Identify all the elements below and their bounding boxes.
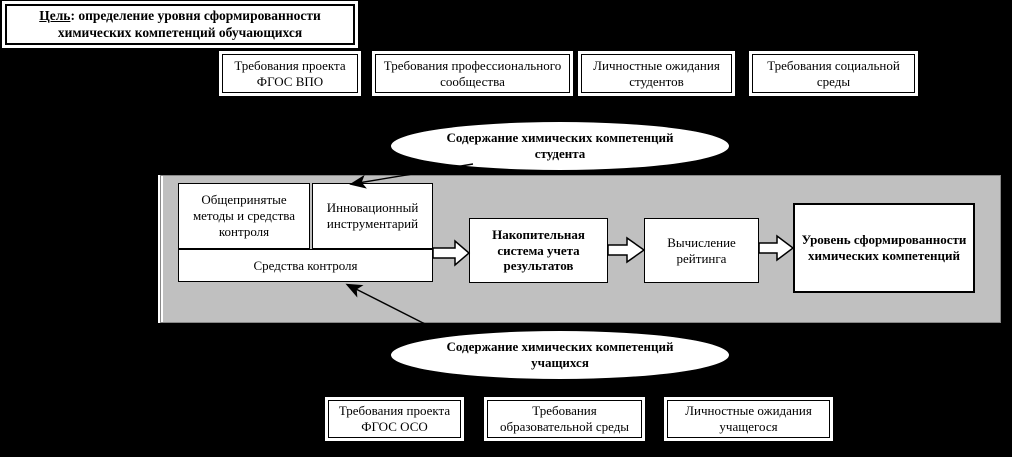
bottom-input-educational-environment-label: Требования образовательной среды	[499, 403, 630, 434]
goal-label-prefix: Цель	[39, 8, 71, 24]
top-input-fgos-vpo	[222, 54, 358, 93]
upper-ellipse-label: Содержание химических компетенций студента	[446, 129, 674, 161]
lower-ellipse-label: Содержание химических компетенций учащихся	[446, 338, 674, 370]
goal-label	[13, 8, 347, 41]
accepted-methods-label: Общепринятые методы и средства контроля	[192, 192, 296, 239]
bottom-input-fgos-oso	[328, 400, 461, 438]
accumulative-system-box	[469, 218, 608, 283]
innovative-tools-label: Инновационный инструментарий	[326, 200, 419, 231]
top-input-social-environment-label: Требования социальной среды	[767, 57, 900, 89]
rating-calculation-box	[644, 218, 759, 283]
control-means-box	[178, 249, 433, 282]
competency-level-label: Уровень сформированности химических компетенций	[801, 232, 967, 263]
top-input-student-expectations	[581, 54, 732, 93]
goal-label-rest: : определение уровня сформированности химических компетенций обучающихся	[57, 8, 321, 40]
lower-ellipse-pupil-competencies	[390, 330, 730, 380]
top-input-professional-community	[375, 54, 570, 93]
upper-ellipse-student-competencies	[390, 121, 730, 171]
top-input-social-environment	[752, 54, 915, 93]
rating-calculation-label: Вычисление рейтинга	[667, 234, 736, 266]
bottom-input-fgos-oso-label: Требования проекта ФГОС ОСО	[338, 403, 451, 434]
control-means-label: Средства контроля	[253, 257, 358, 273]
top-input-professional-community-label: Требования профессионального сообщества	[383, 57, 562, 89]
innovative-tools-box	[312, 183, 433, 249]
bottom-input-pupil-expectations-label: Личностные ожидания учащегося	[685, 403, 812, 434]
top-input-student-expectations-label: Личностные ожидания студентов	[593, 57, 720, 89]
goal-box	[5, 4, 355, 45]
accepted-methods-box	[178, 183, 310, 249]
accumulative-system-label: Накопительная система учета результатов	[492, 226, 585, 274]
competency-level-box	[793, 203, 975, 293]
bottom-input-pupil-expectations	[667, 400, 830, 438]
bottom-input-educational-environment	[487, 400, 642, 438]
top-input-fgos-vpo-label: Требования проекта ФГОС ВПО	[234, 57, 346, 89]
